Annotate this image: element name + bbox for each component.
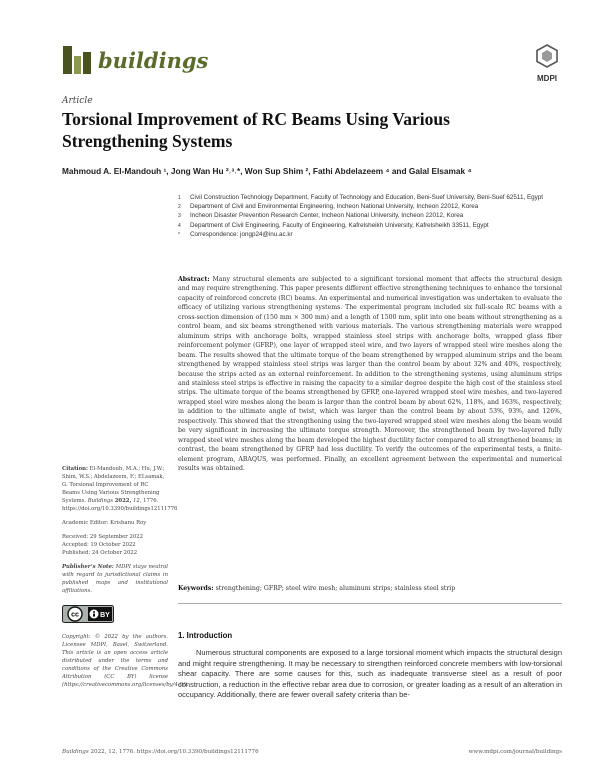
affiliation-text: Department of Civil and Environmental Engineering, Incheon National University, Incheon 22012, Korea xyxy=(190,203,479,211)
mdpi-logo-label: MDPI xyxy=(537,74,557,83)
correspondence-item xyxy=(178,231,558,240)
affiliation-text: Civil Construction Technology Department, Faculty of Technology and Education, Beni-Suef University, Beni-Suef 62511, Egypt xyxy=(190,194,544,201)
publisher-note-text: MDPI stays neutral with regard to jurisdictional claims in published maps and institutional affiliations. xyxy=(62,564,168,594)
citation-year: 2022, xyxy=(114,498,132,504)
page-header xyxy=(62,44,562,84)
footer-doi[interactable]: 2022, 12, 1776. https://doi.org/10.3390/buildings12111776 xyxy=(90,749,259,755)
affiliation-number: 4 xyxy=(178,222,181,229)
affiliation-item xyxy=(178,194,558,203)
affiliation-number: 3 xyxy=(178,213,181,220)
journal-name: buildings xyxy=(98,48,209,73)
affiliation-number: * xyxy=(178,231,180,238)
citation-block xyxy=(62,465,178,513)
dates-block xyxy=(62,533,168,557)
divider xyxy=(178,603,562,604)
section-heading: 1. Introduction xyxy=(178,631,233,640)
citation-label: Citation: xyxy=(62,466,88,472)
mdpi-logo xyxy=(532,44,562,82)
copyright-text: Copyright: © 2022 by the authors. Licensee MDPI, Basel, Switzerland. This article is an open access article distributed under the terms and conditions of the Creative Commons Attribution (CC BY) license (https://creativecommons.org/licenses/by/4.0/). xyxy=(62,634,189,688)
affiliation-text: Department of Civil Engineering, Faculty of Engineering, Kafrelsheikh University, Kafrelsheikh 33511, Egypt xyxy=(190,221,489,229)
citation-volume: 12, xyxy=(133,498,142,504)
keywords-label: Keywords: xyxy=(178,585,214,592)
affiliation-number: 1 xyxy=(178,195,181,201)
mdpi-logo-icon xyxy=(535,44,559,68)
page-title: Torsional Improvement of RC Beams Using Various Strengthening Systems xyxy=(62,109,450,151)
affiliation-item xyxy=(178,212,558,221)
abstract-text: Many structural elements are subjected to a significant torsional moment that affects the structural design and may require strengthening. This paper presents different effective strengthening techniques to enhance the torsional capacity of reinforced concrete (RC) beams. An experimental and numerical investigation was undertaken to evaluate the efficacy of utilizing various strengthening systems. The experimental program included six full-scale RC beams with a cross-section dimension of (150 mm × 300 mm) and a length of 1500 mm, split into one beam without strengthening as a control beam, and six beams strengthened with various materials. The various strengthening materials were wrapped aluminum strips with anchorage bolts, wrapped stainless steel strips with anchorage bolts, wrapped glass fiber reinforcement polymer (GFRP), one layer of wrapped steel wire, and two layers of wrapped steel wire meshes along the beam. The results showed that the ultimate torque of the beam strengthened by wrapped aluminum strips and the beam strengthened by wrapped stainless steel strips was larger than the control beam by about 32% and 40%, respectively, because the strips acted as an external reinforcement. In addition to the strengthening systems, using aluminum strips and stainless steel strips is effective in raising the capacity to a similar degree despite the high cost of the stainless steel strips. The ultimate torque of the beams strengthened by GFRP, one-layered wrapped steel wire meshes, and two-layered wrapped steel wire meshes along the beam is larger than the control beam by about 62%, 118%, and 163%, respectively, in addition to the ultimate angle of twist, which was larger than the control beam by about 53%, 93%, and 126%, respectively. This showed that the strengthening using the two-layered wrapped steel wire meshes along the beam would be very significant in increasing the ultimate torque strength. Moreover, the strengthened beam by two-layered fully wrapped steel wire meshes along the beam developed the highest ductility factor compared to all strengthened beams; in contrast, the beam strengthened by GFRP had less ductility. To verify the outcomes of the experimental tests, a finite-element program, ABAQUS, was performed. Finally, an excellent agreement between the experimental and numerical results was obtained. xyxy=(178,276,563,473)
abstract xyxy=(178,275,562,474)
publisher-note-label: Publisher’s Note: xyxy=(62,564,114,570)
affiliation-item xyxy=(178,222,558,231)
published-date: Published: 24 October 2022 xyxy=(62,550,138,556)
received-date: Received: 29 September 2022 xyxy=(62,534,143,540)
authors: Mahmoud A. El-Mandouh ¹, Jong Wan Hu ²˒³˒*, Won Sup Shim ², Fathi Abdelazeem ⁴ and Galal Elsamak ⁴ xyxy=(62,166,472,176)
publisher-note xyxy=(62,563,168,595)
intro-paragraph: Numerous structural components are exposed to a large torsional moment which impacts the structural design and might require strengthening. It may be necessary to strengthen reinforced concrete members with low-torsional shear capacity. There are some causes for this, such as inadequate transverse steel as a result of poor construction, a reduction in the effective rebar area due to corrosion, or greater loading as a result of an alteration in occupancy. Additionally, there are fewer overall safety criteria than be- xyxy=(178,648,562,699)
article-type: Article xyxy=(62,96,93,106)
footer-citation xyxy=(62,749,259,755)
buildings-logo-icon xyxy=(62,44,94,76)
affiliations-list xyxy=(178,194,558,240)
footer-journal-url[interactable]: www.mdpi.com/journal/buildings xyxy=(468,749,562,755)
affiliation-text: Incheon Disaster Prevention Research Center, Incheon National University, Incheon 22012, Korea xyxy=(190,212,464,220)
sidebar xyxy=(62,465,189,695)
affiliation-number: 2 xyxy=(178,204,181,211)
cc-by-icon xyxy=(62,605,114,623)
citation-doi-link[interactable]: 1776. https://doi.org/10.3390/buildings12111776 xyxy=(62,498,178,512)
cc-license-badge[interactable] xyxy=(62,605,168,623)
correspondence-email[interactable]: Correspondence: jongp24@inu.ac.kr xyxy=(190,230,293,238)
accepted-date: Accepted: 19 October 2022 xyxy=(62,542,136,548)
citation-text: El-Mandouh, M.A.; Hu, J.W.; Shim, W.S.; Abdelazeem, F.; ELsamak, G. Torsional Improvement of RC Beams Using Various Strengthening Systems. xyxy=(62,466,165,504)
affiliation-item xyxy=(178,203,558,212)
citation-journal: Buildings xyxy=(87,498,114,504)
footer-journal: Buildings xyxy=(62,749,89,755)
svg-text:BY: BY xyxy=(100,612,110,619)
keywords-text: strengthening; GFRP; steel wire mesh; aluminum strips; stainless steel strip xyxy=(215,585,456,592)
svg-text:cc: cc xyxy=(71,611,79,619)
abstract-label: Abstract: xyxy=(178,276,210,283)
keywords xyxy=(178,585,562,592)
page-footer xyxy=(62,749,562,759)
academic-editor: Academic Editor: Krishanu Roy xyxy=(62,520,147,526)
